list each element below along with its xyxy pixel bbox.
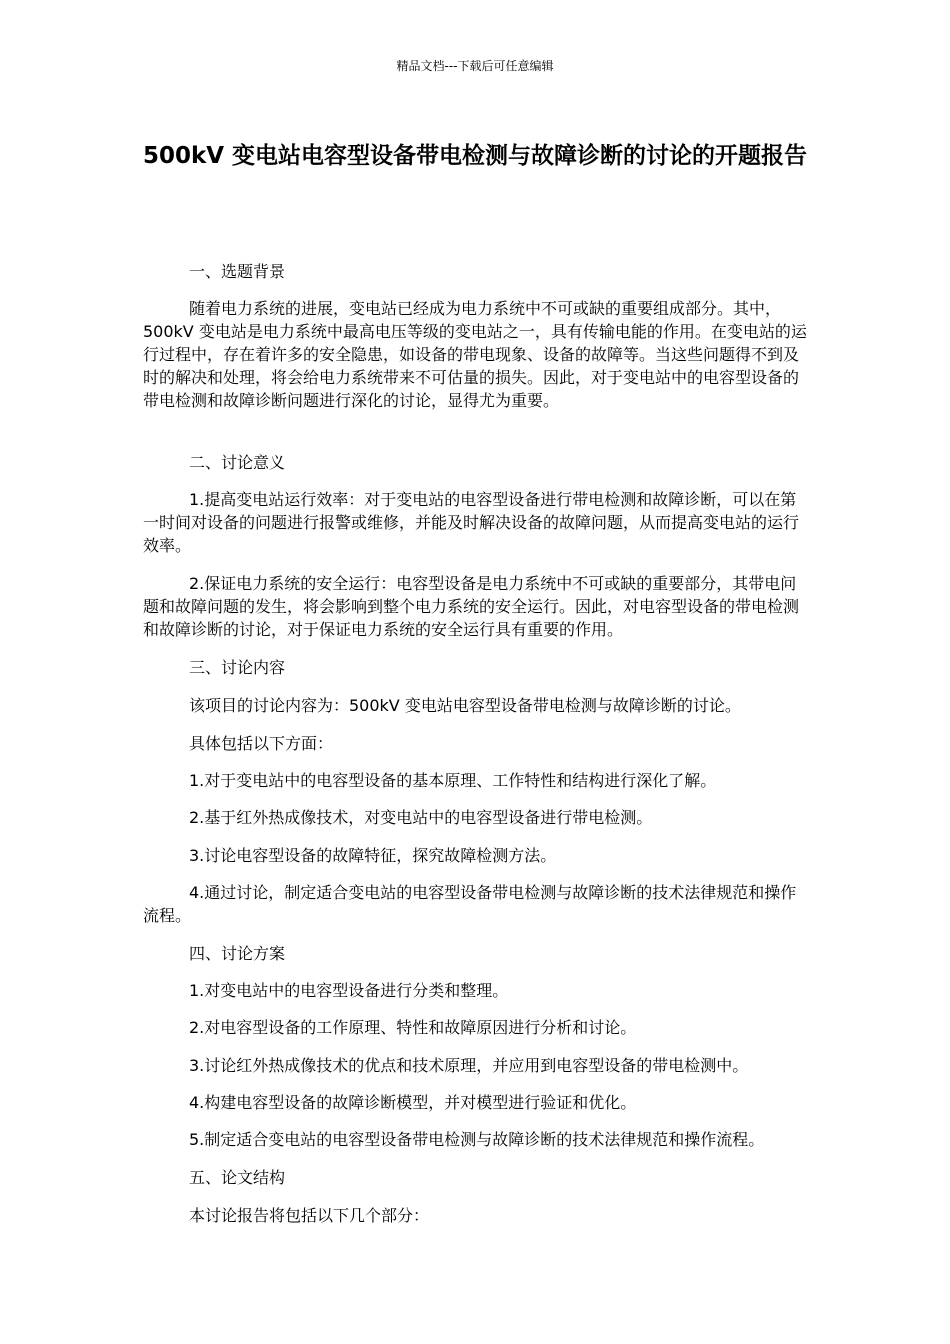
list-item: 4.构建电容型设备的故障诊断模型，并对模型进行验证和优化。	[189, 1093, 637, 1112]
section-heading-plan: 四、讨论方案	[189, 944, 286, 963]
list-item: 1.对于变电站中的电容型设备的基本原理、工作特性和结构进行深化了解。	[189, 771, 717, 790]
paragraph-content-aspects: 具体包括以下方面：	[189, 734, 334, 753]
list-item: 5.制定适合变电站的电容型设备带电检测与故障诊断的技术法律规范和操作流程。	[189, 1130, 765, 1149]
paragraph-background: 随着电力系统的进展，变电站已经成为电力系统中不可或缺的重要组成部分。其中，500kV 变电站是电力系统中最高电压等级的变电站之一，具有传输电能的作用。在变电站的运行过程中，存在着许多的安全隐患，如设备的带电现象、设备的故障等。当这些问题得不到及时的解决和处理，将会给电力系统带来不可估量的损失。因此，对于变电站中的电容型设备的带电检测和故障诊断问题进行深化的讨论，显得尤为重要。	[143, 299, 807, 410]
list-item: 3.讨论红外热成像技术的优点和技术原理，并应用到电容型设备的带电检测中。	[189, 1056, 749, 1075]
paragraph-significance-1: 1.提高变电站运行效率：对于变电站的电容型设备进行带电检测和故障诊断，可以在第一时间对设备的问题进行报警或维修，并能及时解决设备的故障问题，从而提高变电站的运行效率。	[143, 490, 800, 555]
list-item: 4.通过讨论，制定适合变电站的电容型设备带电检测与故障诊断的技术法律规范和操作流程。	[143, 883, 797, 925]
paragraph-significance-2: 2.保证电力系统的安全运行：电容型设备是电力系统中不可或缺的重要部分，其带电问题和故障问题的发生，将会影响到整个电力系统的安全运行。因此，对电容型设备的带电检测和故障诊断的讨论，对于保证电力系统的安全运行具有重要的作用。	[143, 574, 800, 639]
paragraph-content-intro: 该项目的讨论内容为：500kV 变电站电容型设备带电检测与故障诊断的讨论。	[189, 696, 741, 715]
section-heading-background: 一、选题背景	[189, 262, 286, 281]
section-heading-significance: 二、讨论意义	[189, 453, 286, 472]
section-heading-content: 三、讨论内容	[189, 658, 286, 677]
list-item: 2.基于红外热成像技术，对变电站中的电容型设备进行带电检测。	[189, 808, 653, 827]
page-header: 精品文档---下载后可任意编辑	[396, 59, 554, 73]
list-item: 2.对电容型设备的工作原理、特性和故障原因进行分析和讨论。	[189, 1018, 637, 1037]
document-title: 500kV 变电站电容型设备带电检测与故障诊断的讨论的开题报告	[142, 143, 808, 169]
list-item: 1.对变电站中的电容型设备进行分类和整理。	[189, 981, 509, 1000]
list-item: 3.讨论电容型设备的故障特征，探究故障检测方法。	[189, 846, 557, 865]
section-heading-structure: 五、论文结构	[189, 1168, 286, 1187]
paragraph-structure-intro: 本讨论报告将包括以下几个部分：	[189, 1206, 430, 1225]
